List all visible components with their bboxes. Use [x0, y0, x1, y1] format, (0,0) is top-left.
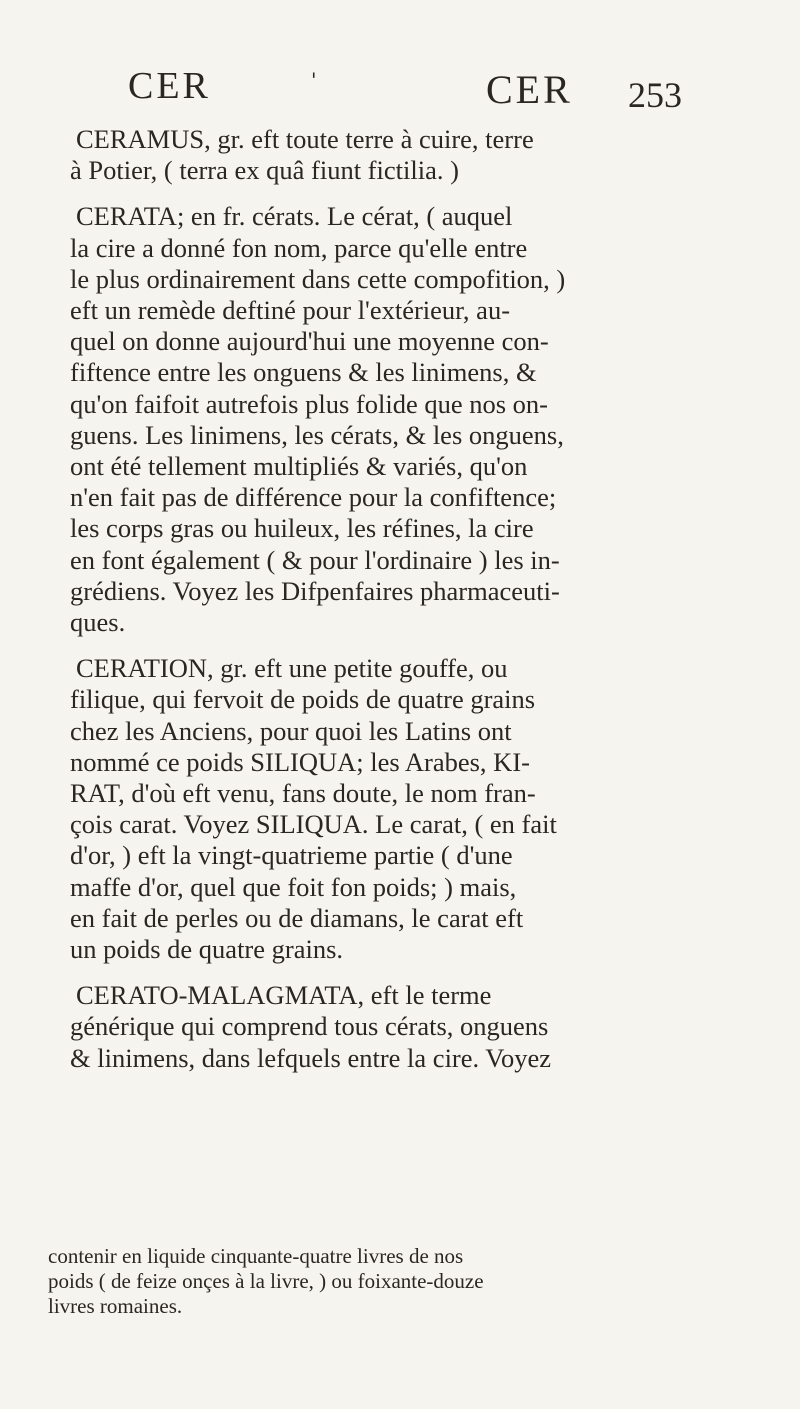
text-line: à Potier, ( terra ex quâ fiunt fictilia. ) [70, 155, 459, 186]
text-line: en font également ( & pour l'ordinaire ) les in- [70, 544, 560, 575]
text-line: le plus ordinairement dans cette compofition, ) [70, 263, 566, 294]
footnote-line: livres romaines. [48, 1294, 183, 1318]
page-number: 253 [628, 75, 682, 115]
text-line: guens. Les linimens, les cérats, & les onguens, [70, 419, 564, 450]
catchword-footnote [48, 1244, 748, 1319]
text-line: n'en fait pas de différence pour la confiftence; [70, 482, 557, 513]
text-line: en fait de perles ou de diamans, le carat eft [70, 902, 524, 933]
text-line: la cire a donné fon nom, parce qu'elle entre [70, 232, 528, 263]
footnote-line: contenir en liquide cinquante-quatre livres de nos [48, 1244, 464, 1268]
text-line: fiftence entre les onguens & les linimens, & [70, 357, 537, 388]
entry-ceramus [48, 124, 748, 186]
text-line: quel on donne aujourd'hui une moyenne con- [70, 326, 549, 357]
text-line: nommé ce poids SILIQUA; les Arabes, KI- [70, 746, 530, 777]
text-line: CERATO-MALAGMATA, eft le terme [76, 980, 492, 1011]
text-line: maffe d'or, quel que foit fon poids; ) mais, [70, 871, 517, 902]
footnote-line: poids ( de feize onçes à la livre, ) ou foixante-douze [48, 1269, 484, 1293]
header-left-keyword: CER [128, 65, 211, 107]
text-line: CERATION, gr. eft une petite gouffe, ou [76, 653, 508, 684]
entry-ceration [48, 653, 748, 965]
dictionary-body [48, 124, 748, 1089]
text-line: chez les Anciens, pour quoi les Latins ont [70, 715, 512, 746]
text-line: générique qui comprend tous cérats, onguens [70, 1011, 549, 1042]
text-line: un poids de quatre grains. [70, 934, 344, 965]
entry-cerata [48, 201, 748, 638]
text-line: filique, qui fervoit de poids de quatre grains [70, 684, 536, 715]
text-line: RAT, d'où eft venu, fans doute, le nom fran- [70, 778, 536, 809]
text-line: grédiens. Voyez les Difpenfaires pharmaceuti- [70, 575, 560, 606]
text-line: CERATA; en fr. cérats. Le cérat, ( auquel [76, 201, 513, 232]
text-line: eft un remède deftiné pour l'extérieur, au- [70, 295, 511, 326]
header-right-keyword: CER [486, 67, 573, 112]
text-line: ont été tellement multipliés & variés, qu'on [70, 451, 528, 482]
text-line: les corps gras ou huileux, les réfines, la cire [70, 513, 534, 544]
text-line: & linimens, dans lefquels entre la cire. Voyez [70, 1042, 552, 1073]
text-line: d'or, ) eft la vingt-quatrieme partie ( d'une [70, 840, 513, 871]
header-mark: ' [311, 68, 317, 92]
text-line: qu'on faifoit autrefois plus folide que nos on- [70, 388, 548, 419]
text-line: çois carat. Voyez SILIQUA. Le carat, ( en fait [70, 809, 557, 840]
running-header [0, 64, 800, 124]
text-line: CERAMUS, gr. eft toute terre à cuire, terre [76, 124, 534, 154]
entry-cerato-malagmata [48, 980, 748, 1074]
text-line: ques. [70, 607, 126, 638]
